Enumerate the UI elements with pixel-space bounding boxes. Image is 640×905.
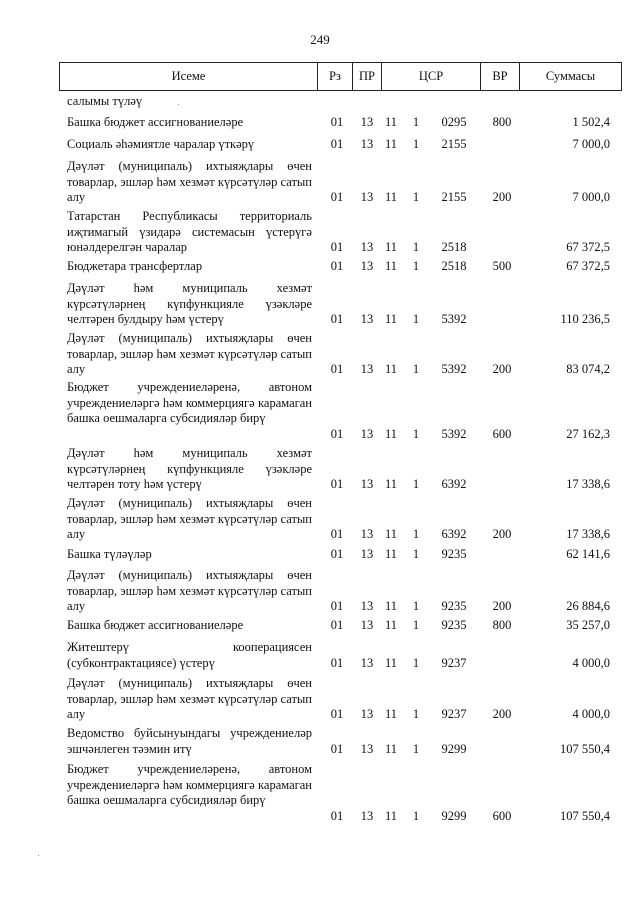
row-csr-program: 11	[384, 808, 398, 823]
row-pr: 13	[360, 707, 374, 721]
row-csr-subprogram: 1	[412, 618, 420, 632]
row-csr-subprogram: 1	[412, 259, 420, 273]
row-rz: 01	[330, 707, 344, 721]
row-rz: 01	[330, 808, 344, 823]
row-csr-subprogram: 1	[412, 362, 420, 376]
row-csr-program: 11	[384, 362, 398, 376]
row-csr-code: 9299	[441, 741, 467, 756]
row-name: салымы түләү	[67, 94, 143, 108]
row-pr: 13	[360, 115, 374, 129]
row-sum: 7 000,0	[572, 190, 610, 204]
row-sum: 4 000,0	[572, 655, 610, 670]
row-csr-program: 11	[384, 137, 398, 151]
row-pr: 13	[360, 477, 374, 491]
row-rz: 01	[330, 240, 344, 254]
row-csr-code: 9237	[441, 707, 467, 721]
row-csr-subprogram: 1	[412, 527, 420, 541]
row-vr: 200	[492, 190, 512, 204]
scan-speck	[178, 104, 179, 105]
row-csr-code: 9299	[441, 808, 467, 823]
row-name: Татарстан Республикасы территориаль иҗтимагый үзидарә системасын үстерүгә юнәлдерелгән чаралар	[67, 209, 312, 254]
row-csr-code: 9237	[441, 655, 467, 670]
row-csr-code: 6392	[441, 527, 467, 541]
row-rz: 01	[330, 137, 344, 151]
row-csr-subprogram: 1	[412, 741, 420, 756]
row-name: Дәүләт (муниципаль) ихтыяҗлары өчен товарлар, эшләр һәм хезмәт күрсәтүләр сатып алу	[67, 159, 312, 204]
row-pr: 13	[360, 426, 374, 441]
row-vr: 600	[492, 426, 512, 441]
row-name: Башка бюджет ассигнованиеләре	[67, 115, 244, 129]
row-csr-program: 11	[384, 259, 398, 273]
row-csr-code: 0295	[441, 115, 467, 129]
row-csr-program: 11	[384, 190, 398, 204]
row-rz: 01	[330, 190, 344, 204]
row-name: Житештерү кооперациясен (субконтрактациясе) үстерү	[67, 640, 312, 670]
row-csr-program: 11	[384, 426, 398, 441]
row-csr-program: 11	[384, 477, 398, 491]
row-csr-program: 11	[384, 741, 398, 756]
header-name: Исеме	[171, 69, 206, 83]
row-pr: 13	[360, 599, 374, 613]
row-sum: 62 141,6	[566, 547, 610, 561]
row-csr-code: 2155	[441, 137, 467, 151]
row-pr: 13	[360, 190, 374, 204]
row-pr: 13	[360, 259, 374, 273]
row-rz: 01	[330, 527, 344, 541]
row-pr: 13	[360, 547, 374, 561]
row-csr-code: 2155	[441, 190, 467, 204]
row-csr-code: 2518	[441, 240, 467, 254]
row-rz: 01	[330, 655, 344, 670]
table-header	[59, 62, 622, 91]
row-csr-code: 6392	[441, 477, 467, 491]
row-csr-code: 9235	[441, 599, 467, 613]
row-csr-subprogram: 1	[412, 477, 420, 491]
row-csr-program: 11	[384, 707, 398, 721]
row-pr: 13	[360, 618, 374, 632]
row-pr: 13	[360, 808, 374, 823]
row-rz: 01	[330, 259, 344, 273]
row-csr-subprogram: 1	[412, 240, 420, 254]
row-rz: 01	[330, 115, 344, 129]
row-vr: 200	[492, 527, 512, 541]
row-name: Дәүләт һәм муниципаль хезмәт күрсәтүләрнең күпфункцияле үзәкләре челтәрен тоту һәм үстерү	[67, 446, 312, 491]
row-pr: 13	[360, 240, 374, 254]
row-vr: 200	[492, 707, 512, 721]
row-vr: 200	[492, 362, 512, 376]
row-csr-subprogram: 1	[412, 426, 420, 441]
row-sum: 4 000,0	[572, 707, 610, 721]
row-csr-program: 11	[384, 599, 398, 613]
row-rz: 01	[330, 618, 344, 632]
row-rz: 01	[330, 362, 344, 376]
row-name: Дәүләт (муниципаль) ихтыяҗлары өчен товарлар, эшләр һәм хезмәт күрсәтүләр сатып алу	[67, 676, 312, 721]
scan-speck	[38, 855, 39, 856]
row-rz: 01	[330, 312, 344, 326]
row-name: Дәүләт (муниципаль) ихтыяҗлары өчен товарлар, эшләр һәм хезмәт күрсәтүләр сатып алу	[67, 496, 312, 541]
row-sum: 1 502,4	[572, 115, 610, 129]
row-sum: 26 884,6	[566, 599, 610, 613]
header-pr: ПР	[352, 63, 381, 90]
row-sum: 107 550,4	[560, 741, 610, 756]
row-rz: 01	[330, 477, 344, 491]
row-name: Башка түләүләр	[67, 547, 152, 561]
row-rz: 01	[330, 547, 344, 561]
row-name: Ведомство буйсынуындагы учреждениеләр эшчәнлеген тәэмин итү	[67, 726, 312, 756]
row-sum: 17 338,6	[566, 527, 610, 541]
row-pr: 13	[360, 741, 374, 756]
row-rz: 01	[330, 599, 344, 613]
row-name: Социаль әһәмиятле чаралар үткәрү	[67, 137, 255, 151]
row-csr-code: 2518	[441, 259, 467, 273]
row-pr: 13	[360, 137, 374, 151]
header-vr: ВР	[480, 63, 519, 90]
page-number: 249	[310, 32, 330, 47]
row-vr: 800	[492, 618, 512, 632]
row-vr: 800	[492, 115, 512, 129]
header-csr: ЦСР	[381, 63, 480, 90]
row-sum: 7 000,0	[572, 137, 610, 151]
row-csr-code: 9235	[441, 547, 467, 561]
row-csr-subprogram: 1	[412, 312, 420, 326]
row-sum: 35 257,0	[566, 618, 610, 632]
row-csr-subprogram: 1	[412, 137, 420, 151]
row-sum: 107 550,4	[560, 808, 610, 823]
row-csr-code: 5392	[441, 426, 467, 441]
header-sum: Суммасы	[519, 63, 621, 90]
row-csr-subprogram: 1	[412, 115, 420, 129]
row-name: Бюджет учреждениеләренә, автоном учреждениеләргә һәм коммерциягә карамаган башка оешмаларга субсидияләр бирү	[67, 762, 312, 807]
row-csr-code: 5392	[441, 362, 467, 376]
row-vr: 500	[492, 259, 512, 273]
row-pr: 13	[360, 362, 374, 376]
row-pr: 13	[360, 312, 374, 326]
row-name: Бюджет учреждениеләренә, автоном учреждениеләргә һәм коммерциягә карамаган башка оешмаларга субсидияләр бирү	[67, 380, 312, 425]
row-rz: 01	[330, 426, 344, 441]
row-name: Дәүләт (муниципаль) ихтыяҗлары өчен товарлар, эшләр һәм хезмәт күрсәтүләр сатып алу	[67, 331, 312, 376]
row-csr-subprogram: 1	[412, 547, 420, 561]
row-sum: 27 162,3	[566, 426, 610, 441]
row-pr: 13	[360, 655, 374, 670]
row-csr-program: 11	[384, 547, 398, 561]
header-rz: Рз	[317, 63, 352, 90]
row-csr-subprogram: 1	[412, 655, 420, 670]
row-csr-subprogram: 1	[412, 808, 420, 823]
row-name: Бюджетара трансфертлар	[67, 259, 203, 273]
row-csr-subprogram: 1	[412, 599, 420, 613]
row-csr-subprogram: 1	[412, 707, 420, 721]
row-vr: 200	[492, 599, 512, 613]
row-sum: 67 372,5	[566, 259, 610, 273]
row-vr: 600	[492, 808, 512, 823]
row-sum: 67 372,5	[566, 240, 610, 254]
row-name: Дәүләт (муниципаль) ихтыяҗлары өчен товарлар, эшләр һәм хезмәт күрсәтүләр сатып алу	[67, 568, 312, 613]
row-csr-code: 5392	[441, 312, 467, 326]
row-csr-program: 11	[384, 618, 398, 632]
row-sum: 110 236,5	[560, 312, 610, 326]
row-name: Дәүләт һәм муниципаль хезмәт күрсәтүләрнең күпфункцияле үзәкләре челтәрен булдыру һәм үстерү	[67, 281, 312, 326]
row-csr-program: 11	[384, 527, 398, 541]
row-name: Башка бюджет ассигнованиеләре	[67, 618, 244, 632]
row-csr-program: 11	[384, 312, 398, 326]
row-csr-subprogram: 1	[412, 190, 420, 204]
row-sum: 17 338,6	[566, 477, 610, 491]
row-csr-program: 11	[384, 115, 398, 129]
row-csr-code: 9235	[441, 618, 467, 632]
row-rz: 01	[330, 741, 344, 756]
row-pr: 13	[360, 527, 374, 541]
row-sum: 83 074,2	[566, 362, 610, 376]
row-csr-program: 11	[384, 240, 398, 254]
row-csr-program: 11	[384, 655, 398, 670]
